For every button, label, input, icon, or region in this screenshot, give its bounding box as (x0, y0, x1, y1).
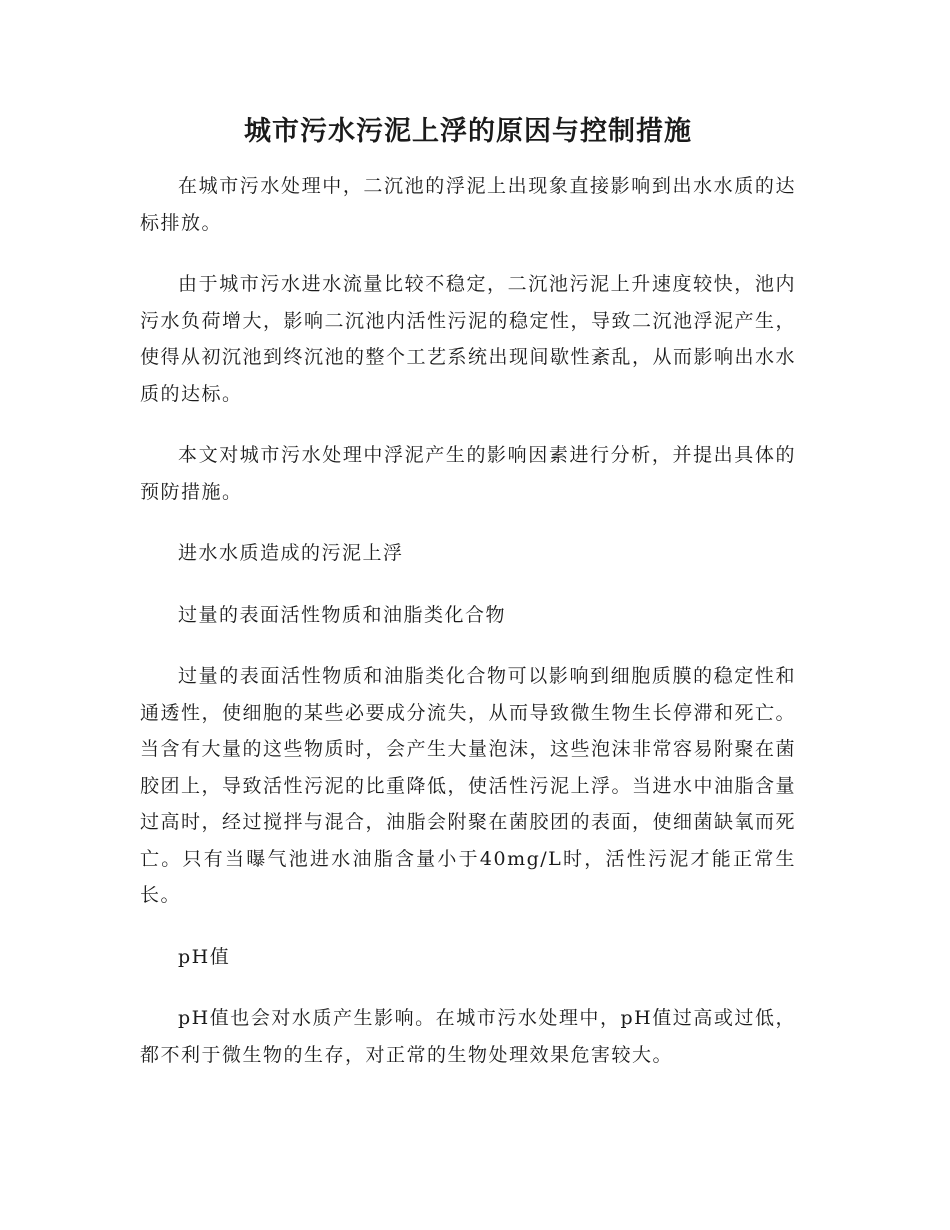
subsection-heading-ph: pH值 (178, 945, 231, 968)
section-heading-influent: 进水水质造成的污泥上浮 (178, 542, 404, 564)
paragraph-intro: 在城市污水处理中，二沉池的浮泥上出现象直接影响到出水水质的达标排放。 (140, 175, 796, 234)
document-body (140, 168, 796, 1098)
document-title: 城市污水污泥上浮的原因与控制措施 (244, 116, 692, 147)
paragraph-purpose: 本文对城市污水处理中浮泥产生的影响因素进行分析，并提出具体的预防措施。 (140, 444, 796, 503)
paragraph-ph: pH值也会对水质产生影响。在城市污水处理中，pH值过高或过低，都不利于微生物的生存，对正常的生物处理效果危害较大。 (140, 1007, 796, 1066)
subsection-heading-surfactants: 过量的表面活性物质和油脂类化合物 (178, 603, 507, 626)
paragraph-cause: 由于城市污水进水流量比较不稳定，二沉池污泥上升速度较快，池内污水负荷增大，影响二沉池内活性污泥的稳定性，导致二沉池浮泥产生，使得从初沉池到终沉池的整个工艺系统出现间歇性紊乱，从而影响出水水质的达标。 (140, 273, 797, 405)
paragraph-surfactants: 过量的表面活性物质和油脂类化合物可以影响到细胞质膜的稳定性和通透性，使细胞的某些必要成分流失，从而导致微生物生长停滞和死亡。当含有大量的这些物质时，会产生大量泡沫，这些泡沫非常容易附聚在菌胶团上，导致活性污泥的比重降低，使活性污泥上浮。当进水中油脂含量过高时，经过搅拌与混合，油脂会附聚在菌胶团的表面，使细菌缺氧而死亡。只有当曝气池进水油脂含量小于40mg/L时，活性污泥才能正常生长。 (140, 665, 797, 906)
